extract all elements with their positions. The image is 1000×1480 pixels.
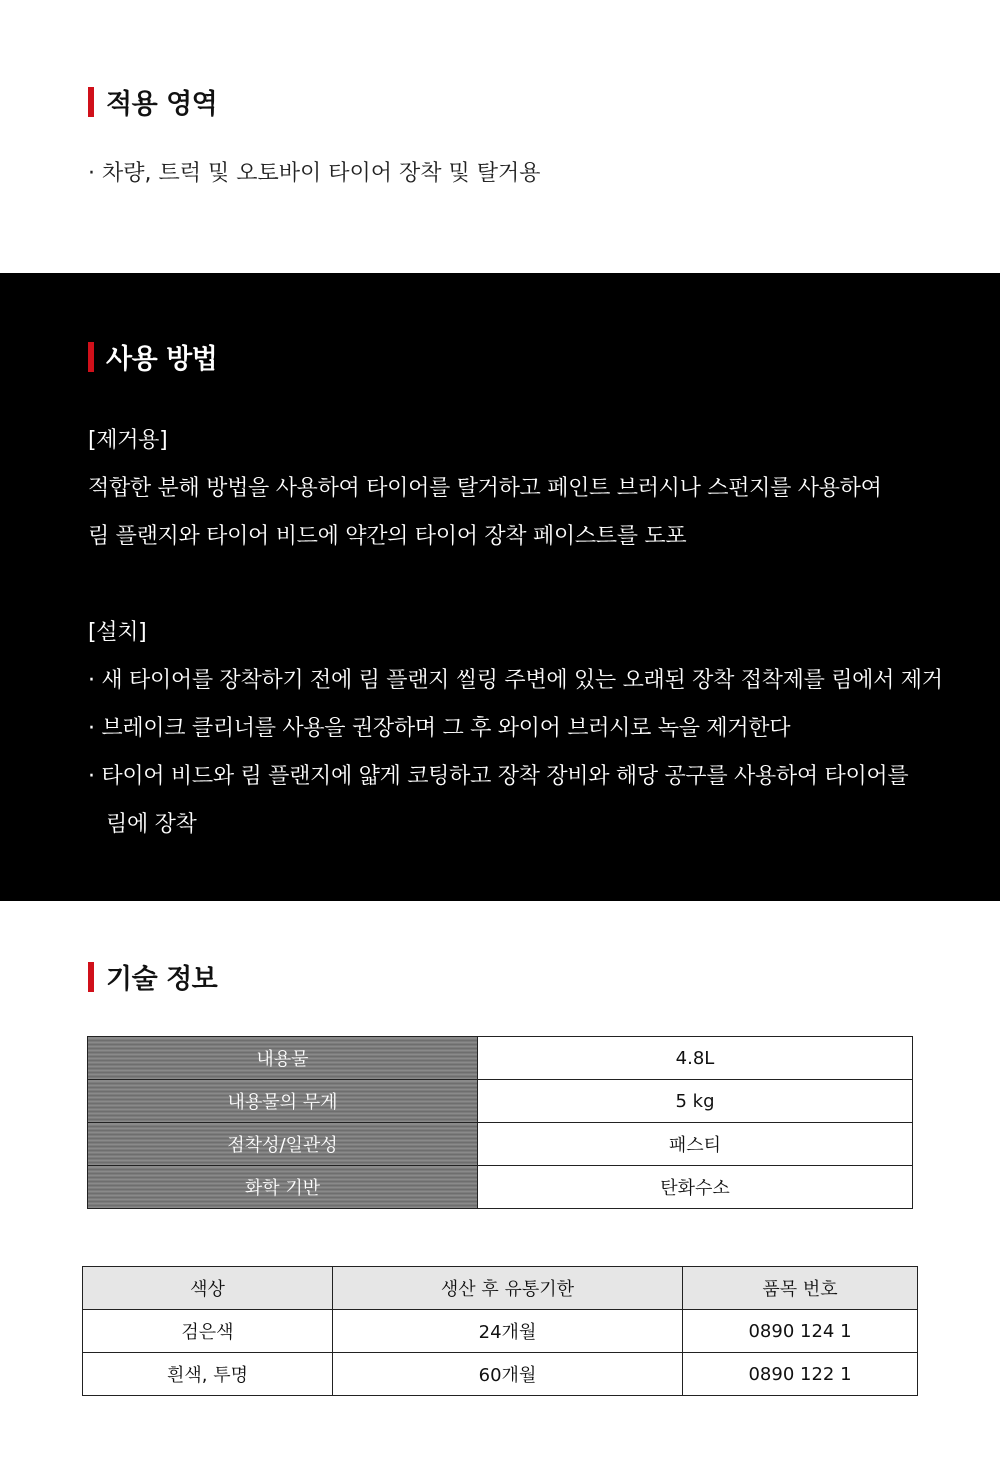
title-accent-bar	[88, 342, 94, 372]
column-header-shelf-life: 생산 후 유통기한	[333, 1267, 683, 1310]
install-line-4: 림에 장착	[106, 812, 197, 837]
tech-section	[0, 901, 1000, 1480]
parts-table	[82, 1266, 918, 1396]
cell-color: 검은색	[83, 1310, 333, 1353]
cell-shelf-life: 60개월	[333, 1353, 683, 1396]
apply-line: · 차량, 트럭 및 오토바이 타이어 장착 및 탈거용	[88, 161, 541, 186]
spec-value: 5 kg	[478, 1080, 913, 1123]
cell-item-number: 0890 124 1	[683, 1310, 918, 1353]
spec-label: 내용물	[88, 1037, 478, 1080]
tech-section-title	[88, 957, 217, 996]
table-row	[88, 1123, 913, 1166]
title-accent-bar	[88, 962, 94, 992]
removal-line-2: 림 플랜지와 타이어 비드에 약간의 타이어 장착 페이스트를 도포	[88, 524, 687, 549]
spec-value: 4.8L	[478, 1037, 913, 1080]
spec-label: 내용물의 무게	[88, 1080, 478, 1123]
cell-color: 흰색, 투명	[83, 1353, 333, 1396]
spec-value: 패스티	[478, 1123, 913, 1166]
spec-table	[87, 1036, 913, 1209]
table-row	[83, 1310, 918, 1353]
usage-title-text: 사용 방법	[106, 344, 218, 375]
usage-section-title	[88, 337, 217, 376]
spec-value: 탄화수소	[478, 1166, 913, 1209]
usage-section	[0, 273, 1000, 901]
apply-section	[0, 0, 1000, 273]
apply-section-title	[88, 82, 217, 121]
tech-title-text: 기술 정보	[106, 964, 218, 995]
apply-title-text: 적용 영역	[106, 89, 218, 120]
table-row	[83, 1353, 918, 1396]
install-line-2: · 브레이크 클리너를 사용을 권장하며 그 후 와이어 브러시로 녹을 제거한다	[88, 716, 791, 741]
removal-line-1: 적합한 분해 방법을 사용하여 타이어를 탈거하고 페인트 브러시나 스펀지를 사용하여	[88, 476, 882, 501]
spec-label: 점착성/일관성	[88, 1123, 478, 1166]
column-header-item-number: 품목 번호	[683, 1267, 918, 1310]
column-header-color: 색상	[83, 1267, 333, 1310]
table-header-row	[83, 1267, 918, 1310]
title-accent-bar	[88, 87, 94, 117]
spec-label: 화학 기반	[88, 1166, 478, 1209]
table-row	[88, 1166, 913, 1209]
cell-shelf-life: 24개월	[333, 1310, 683, 1353]
install-line-3: · 타이어 비드와 림 플랜지에 얇게 코팅하고 장착 장비와 해당 공구를 사용하여 타이어를	[88, 764, 909, 789]
table-row	[88, 1037, 913, 1080]
removal-heading: [제거용]	[88, 428, 168, 453]
install-heading: [설치]	[88, 620, 147, 645]
table-row	[88, 1080, 913, 1123]
cell-item-number: 0890 122 1	[683, 1353, 918, 1396]
install-line-1: · 새 타이어를 장착하기 전에 림 플랜지 씰링 주변에 있는 오래된 장착 접착제를 림에서 제거	[88, 668, 943, 693]
